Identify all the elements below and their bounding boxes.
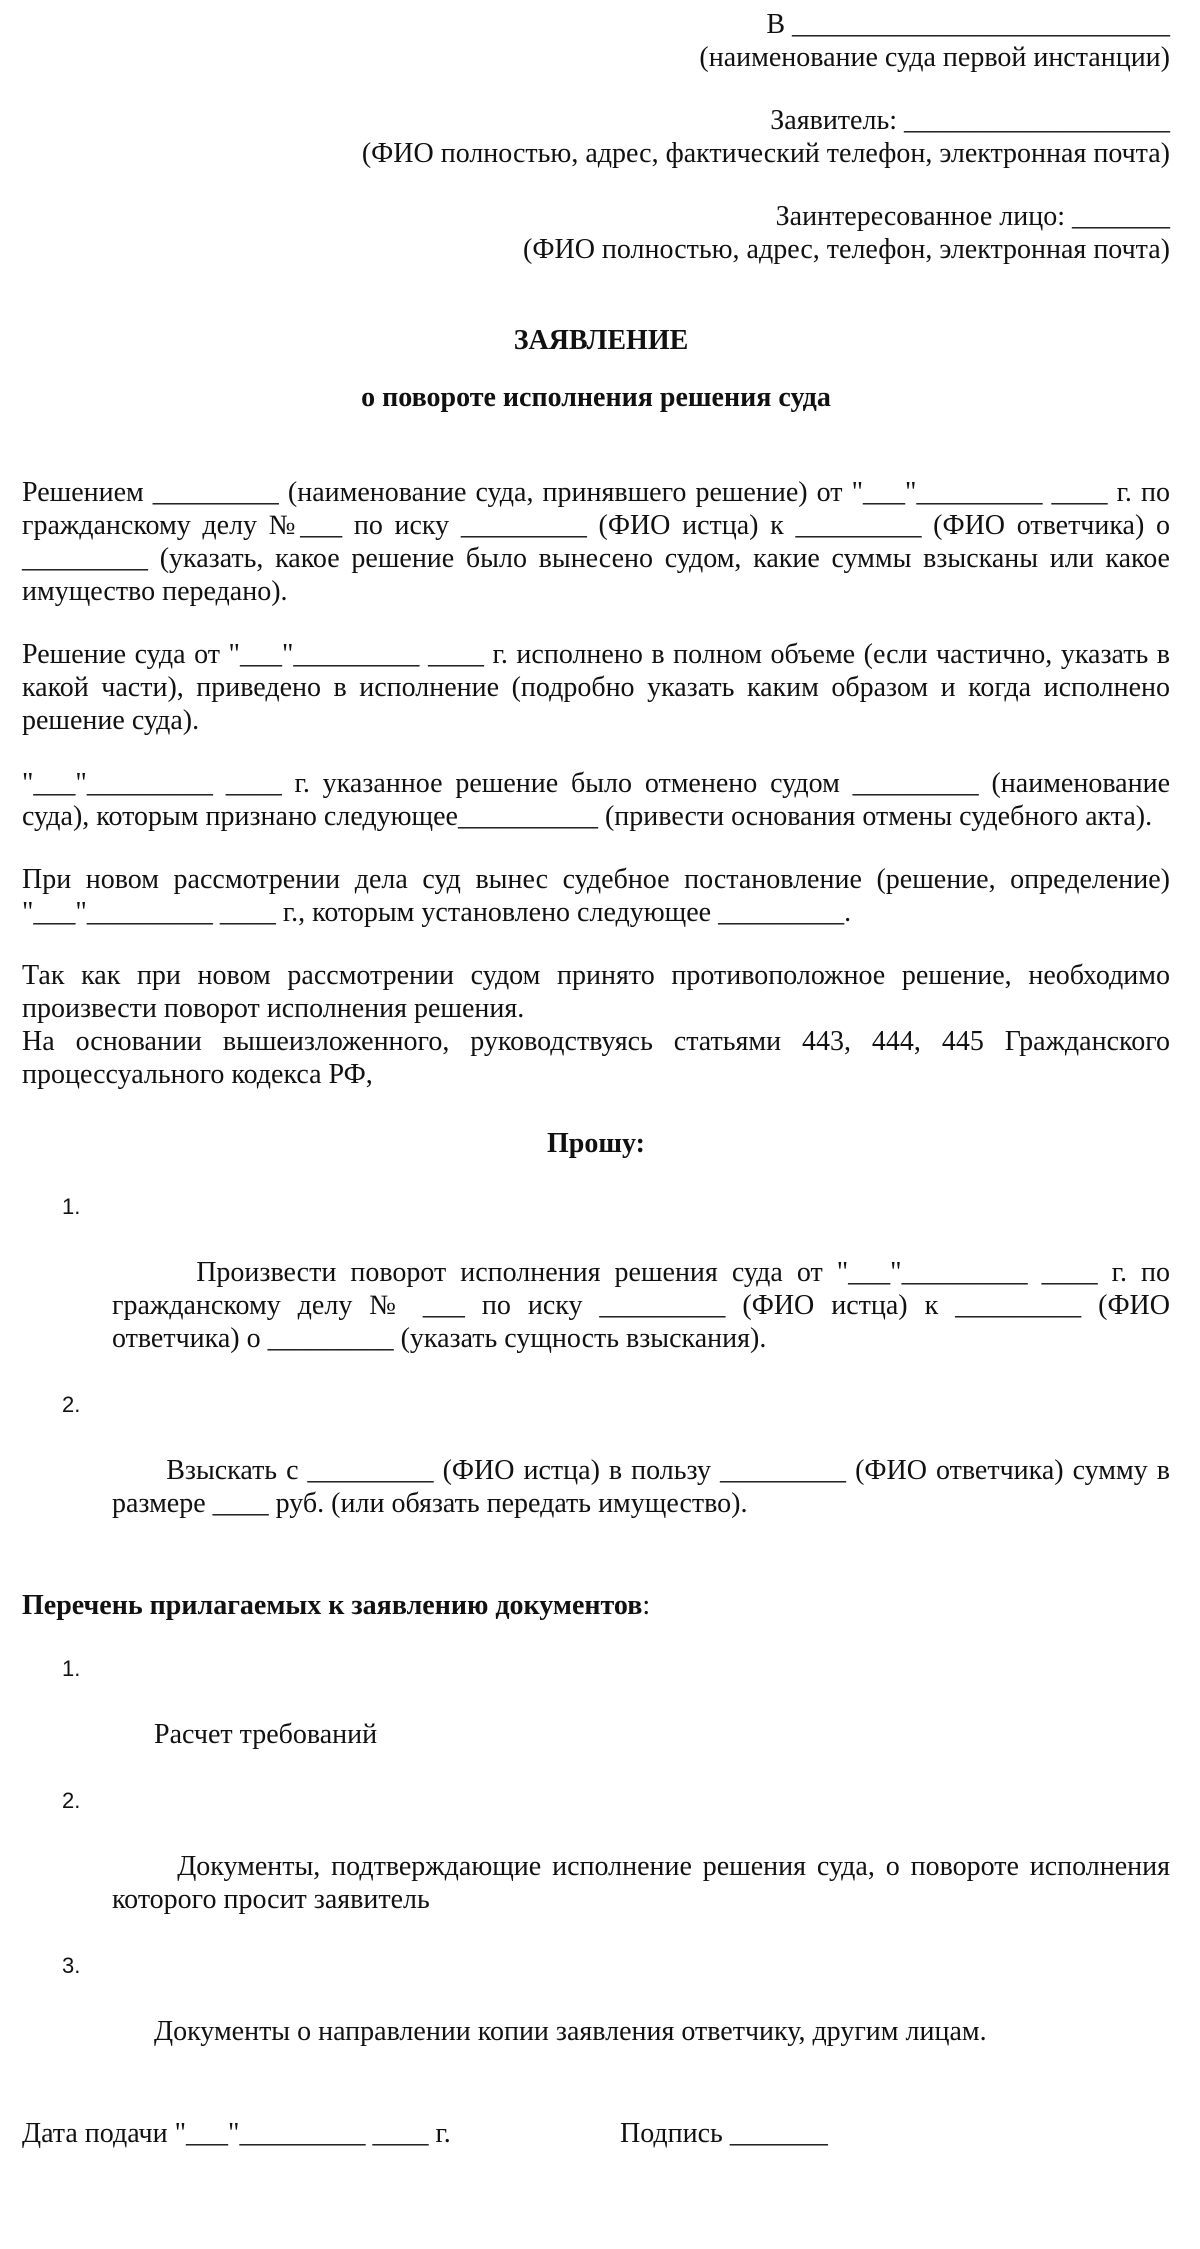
list-item — [22, 1784, 1178, 1949]
signature-line: Подпись _______ — [620, 2118, 828, 2149]
paragraph-decision: Решением _________ (наименование суда, принявшего решение) от "___"_________ ____ г. по гражданскому делу №___ по иску _________ (ФИО истца) к _________ (ФИО ответчика) о _________ (указать, какое решение было вынесено судом, какие суммы взысканы или какое имущество передано). — [22, 477, 1177, 607]
list-item-number: 3. — [62, 1953, 81, 1978]
applicant-caption: (ФИО полностью, адрес, фактический телефон, электронная почта) — [361, 138, 1170, 169]
list-item — [22, 1388, 1178, 1553]
submission-date-line: Дата подачи "___"_________ ____ г. — [22, 2118, 451, 2149]
interested-party-line: Заинтересованное лицо: _______ — [775, 201, 1170, 232]
list-item-number: 1. — [62, 1194, 81, 1219]
list-item — [22, 1949, 1170, 2081]
list-item-text: Документы, подтверждающие исполнение решения суда, о повороте исполнения которого просит заявитель — [112, 1851, 1178, 1915]
document-title: ЗАЯВЛЕНИЕ — [513, 325, 689, 356]
list-item — [22, 1190, 1177, 1388]
list-item-text: Взыскать с _________ (ФИО истца) в пользу _________ (ФИО ответчика) сумму в размере ____ руб. (или обязать передать имущество). — [112, 1455, 1178, 1519]
paragraph-reason: Так как при новом рассмотрении судом принято противоположное решение, необходимо произвести поворот исполнения решения. — [22, 960, 1177, 1024]
list-item — [22, 1652, 1170, 1784]
attachments-title — [22, 1589, 1170, 1622]
list-item-number: 1. — [62, 1656, 81, 1681]
document-footer — [22, 2117, 1170, 2150]
attachments-list — [22, 1652, 1178, 2081]
list-item-text: Расчет требований — [154, 1719, 378, 1750]
paragraph-new-review: При новом рассмотрении дела суд вынес судебное постановление (решение, определение) "___"_________ ____ г., которым установлено следующее _________. — [22, 864, 1177, 928]
attachments-title-colon: : — [642, 1590, 651, 1621]
applicant-line: Заявитель: ___________________ — [770, 105, 1170, 136]
list-item-text: Документы о направлении копии заявления ответчику, другим лицам. — [154, 2016, 987, 2047]
document-subtitle: о повороте исполнения решения суда — [361, 382, 831, 413]
paragraph-execution: Решение суда от "___"_________ ____ г. исполнено в полном объеме (если частично, указать в какой части), приведено в исполнение (подробно указать каким образом и когда исполнено решение суда). — [22, 639, 1177, 736]
attachments-title-text: Перечень прилагаемых к заявлению документов — [22, 1590, 643, 1621]
request-list — [22, 1190, 1178, 1553]
request-title: Прошу: — [547, 1128, 645, 1159]
list-item-number: 2. — [62, 1392, 81, 1417]
list-item-number: 2. — [62, 1788, 81, 1813]
paragraph-legal-basis: На основании вышеизложенного, руководствуясь статьями 443, 444, 445 Гражданского процессуального кодекса РФ, — [22, 1026, 1177, 1090]
interested-party-caption: (ФИО полностью, адрес, телефон, электронная почта) — [523, 234, 1170, 265]
document-header — [22, 8, 1170, 266]
court-line: В ___________________________ — [766, 9, 1170, 40]
paragraph-cancellation: "___"_________ ____ г. указанное решение было отменено судом _________ (наименование суда), которым признано следующее__________ (привести основания отмены судебного акта). — [22, 768, 1177, 832]
list-item-text: Произвести поворот исполнения решения суда от "___"_________ ____ г. по гражданскому делу № ___ по иску _________ (ФИО истца) к _________ (ФИО ответчика) о _________ (указать сущность взыскания). — [112, 1257, 1177, 1354]
court-caption: (наименование суда первой инстанции) — [699, 42, 1170, 73]
